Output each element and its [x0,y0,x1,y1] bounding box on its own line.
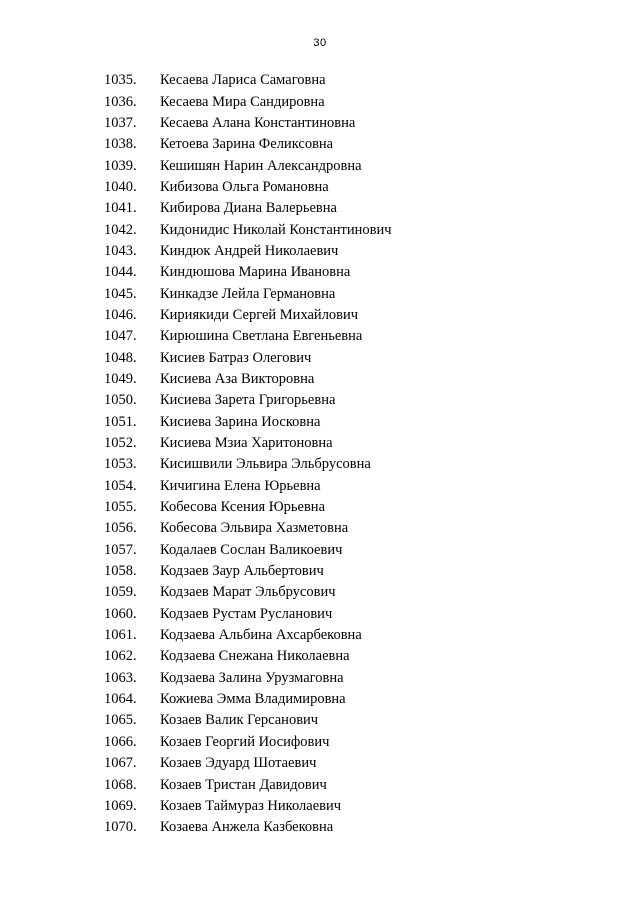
entry-number: 1069. [104,797,137,814]
entry-number: 1038. [104,136,137,153]
entry-name: Кириякиди Сергей Михайлович [160,306,359,323]
entry-name: Кодалаев Сослан Валикоевич [160,541,343,558]
entry-name: Киндюшова Марина Ивановна [160,264,351,281]
entry-name: Кобесова Эльвира Хазметовна [160,520,349,537]
list-item [104,774,392,795]
entry-number: 1056. [104,520,137,537]
entry-number: 1035. [104,72,137,89]
entry-number: 1051. [104,413,137,430]
entry-name: Кисиева Мзиа Харитоновна [160,435,333,452]
entry-name: Козаев Таймураз Николаевич [160,797,342,814]
list-item [104,689,392,710]
list-item [104,796,392,817]
list-item [104,412,392,433]
list-item [104,326,392,347]
list-item [104,710,392,731]
entry-name: Козаев Эдуард Шотаевич [160,755,317,772]
entry-name: Кисишвили Эльвира Эльбрусовна [160,456,371,473]
list-item [104,177,392,198]
entry-name: Кесаева Алана Константиновна [160,114,356,131]
entry-number: 1046. [104,306,137,323]
entry-number: 1061. [104,627,137,644]
entry-number: 1065. [104,712,137,729]
entry-name: Кобесова Ксения Юрьевна [160,499,326,516]
name-list [104,70,392,838]
entry-name: Кисиева Аза Викторовна [160,370,315,387]
entry-name: Козаев Георгий Иосифович [160,733,330,750]
entry-number: 1064. [104,691,137,708]
entry-name: Кешишян Нарин Александровна [160,157,362,174]
list-item [104,476,392,497]
list-item [104,625,392,646]
entry-name: Кичигина Елена Юрьевна [160,477,321,494]
entry-number: 1036. [104,93,137,110]
list-item [104,155,392,176]
list-item [104,369,392,390]
entry-number: 1058. [104,563,137,580]
entry-number: 1041. [104,200,137,217]
entry-number: 1044. [104,264,137,281]
list-item [104,518,392,539]
entry-number: 1049. [104,370,137,387]
entry-name: Козаев Тристан Давидович [160,776,327,793]
entry-number: 1063. [104,669,137,686]
list-item [104,582,392,603]
entry-number: 1040. [104,178,137,195]
list-item [104,540,392,561]
entry-number: 1042. [104,221,137,238]
entry-name: Кисиева Зарина Иосковна [160,413,321,430]
list-item [104,198,392,219]
entry-number: 1054. [104,477,137,494]
entry-name: Кетоева Зарина Феликсовна [160,136,334,153]
entry-number: 1068. [104,776,137,793]
entry-number: 1057. [104,541,137,558]
page-number: 30 [313,37,327,49]
entry-number: 1048. [104,349,137,366]
list-item [104,113,392,134]
list-item [104,604,392,625]
entry-number: 1037. [104,114,137,131]
list-item [104,219,392,240]
entry-name: Кодзаев Марат Эльбрусович [160,584,336,601]
list-item [104,241,392,262]
entry-number: 1039. [104,157,137,174]
list-item [104,732,392,753]
entry-name: Кодзаев Рустам Русланович [160,605,333,622]
entry-name: Киндюк Андрей Николаевич [160,242,339,259]
entry-name: Кожиева Эмма Владимировна [160,691,346,708]
list-item [104,283,392,304]
entry-name: Кибирова Диана Валерьевна [160,200,337,217]
list-item [104,668,392,689]
list-item [104,91,392,112]
entry-name: Кибизова Ольга Романовна [160,178,329,195]
entry-name: Кесаева Лариса Самаговна [160,72,326,89]
list-item [104,497,392,518]
list-item [104,134,392,155]
entry-number: 1055. [104,499,137,516]
list-item [104,561,392,582]
entry-number: 1059. [104,584,137,601]
list-item [104,262,392,283]
list-item [104,646,392,667]
list-item [104,347,392,368]
entry-number: 1050. [104,392,137,409]
entry-number: 1066. [104,733,137,750]
entry-number: 1060. [104,605,137,622]
entry-name: Кисиев Батраз Олегович [160,349,312,366]
entry-number: 1043. [104,242,137,259]
entry-number: 1053. [104,456,137,473]
list-item [104,817,392,838]
entry-number: 1070. [104,819,137,836]
entry-name: Козаева Анжела Казбековна [160,819,334,836]
entry-number: 1067. [104,755,137,772]
entry-name: Кидонидис Николай Константинович [160,221,392,238]
entry-name: Кесаева Мира Сандировна [160,93,325,110]
entry-name: Кинкадзе Лейла Германовна [160,285,336,302]
list-item [104,433,392,454]
list-item [104,70,392,91]
entry-name: Кирюшина Светлана Евгеньевна [160,328,363,345]
entry-number: 1045. [104,285,137,302]
entry-number: 1047. [104,328,137,345]
list-item [104,753,392,774]
entry-name: Кодзаева Альбина Ахсарбековна [160,627,362,644]
list-item [104,305,392,326]
entry-name: Козаев Валик Герсанович [160,712,319,729]
entry-name: Кодзаева Снежана Николаевна [160,648,350,665]
entry-name: Кодзаев Заур Альбертович [160,563,324,580]
entry-name: Кодзаева Залина Урузмаговна [160,669,344,686]
list-item [104,390,392,411]
entry-number: 1052. [104,435,137,452]
list-item [104,454,392,475]
entry-name: Кисиева Зарета Григорьевна [160,392,336,409]
entry-number: 1062. [104,648,137,665]
